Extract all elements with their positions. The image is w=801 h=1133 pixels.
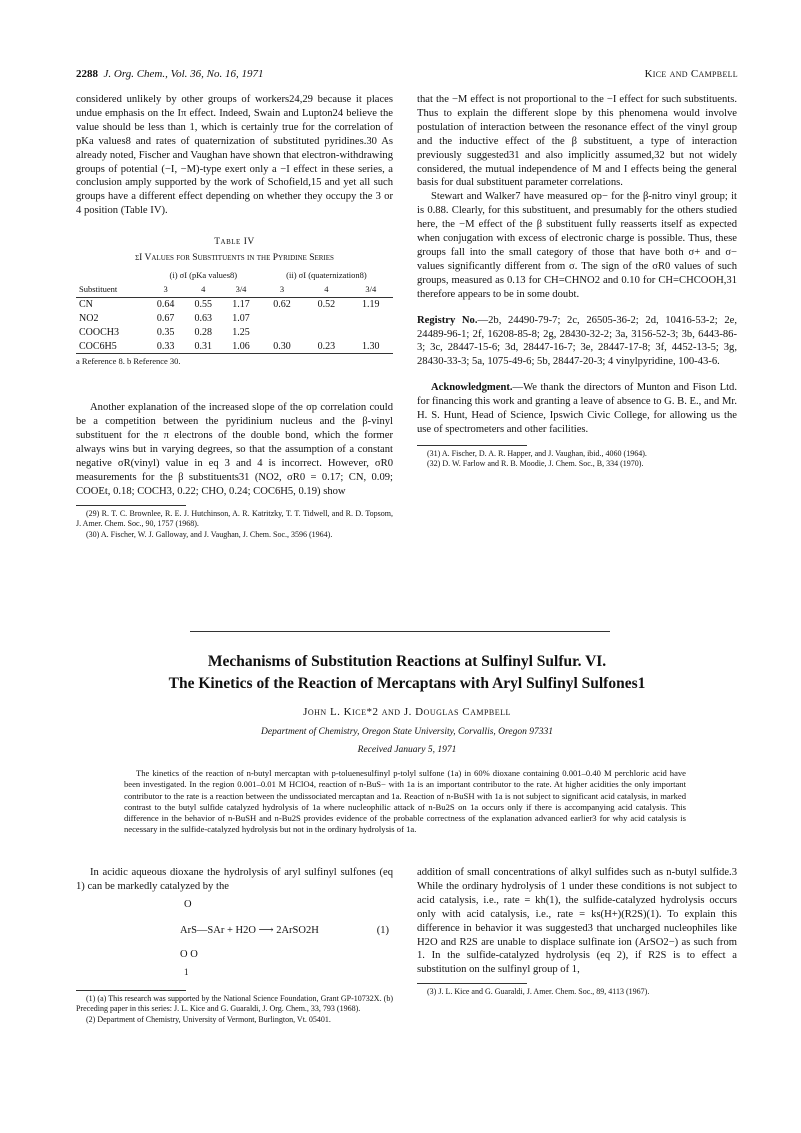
table-row	[76, 297, 393, 311]
table-cell	[349, 312, 393, 326]
equation-number: (1)	[376, 924, 389, 936]
article-title-line-2: The Kinetics of the Reaction of Mercaptans with Aryl Sulfinyl Sulfones1	[168, 675, 646, 692]
table-cell	[304, 312, 348, 326]
running-header	[76, 68, 738, 86]
table-cell: 1.25	[232, 326, 250, 338]
table-cell	[349, 326, 393, 340]
table-subtitle: σI Values for Substituents in the Pyridine Series	[135, 253, 334, 264]
article-divider	[190, 631, 610, 632]
footnotes	[417, 987, 737, 998]
table-row	[76, 326, 393, 340]
table-cell: 0.63	[194, 312, 213, 324]
table-header-cell: Substituent	[76, 283, 147, 297]
table-cell: CN	[79, 298, 93, 310]
table-column-header	[76, 283, 393, 297]
running-title: Kice and Campbell	[644, 68, 738, 80]
page-number: 2288	[76, 68, 98, 80]
article-abstract: The kinetics of the reaction of n-butyl mercaptan with p-toluenesulfinyl p-tolyl sulfone (1a) in 60% dioxane containing 0.001–0.40 M perchloric acid have been investigated. In the region 0.001–0.01 M HClO4, reaction of n-BuS− with 1a is an important contributor to the rate. At higher acidities the only important contributor to the rate is a reaction between the undissociated mercaptan and 1a. Reaction of n-BuSH with 1a is not subject to significant acid catalysis, in marked contrast to the butyl sulfide catalyzed hydrolysis of 1a where nucleophilic attack of n-Bu2S on 1a occurs only if there is accompanying acid catalysis. This difference in the behavior of n-BuSH and n-Bu2S provides evidence of the probable correctness of the explanation advanced earlier3 for why acid catalysis is necessary in the sulfide-catalyzed hydrolysis but not in the ordinary hydrolysis of 1a.	[124, 768, 686, 835]
table-header-cell: 4	[184, 283, 222, 297]
table-group-1: (i) σI (pKa values8)	[169, 269, 238, 280]
table-header-cell: 3	[260, 283, 304, 297]
column-2	[417, 93, 737, 470]
table-cell: 1.06	[222, 340, 260, 354]
footnote: (3) J. L. Kice and G. Guaraldi, J. Amer. Chem. Soc., 89, 4113 (1967).	[427, 987, 650, 997]
table-cell: 0.33	[147, 340, 185, 354]
table-header-cell: 3/4	[222, 283, 260, 297]
column-1	[76, 93, 393, 540]
table-cell: 0.52	[317, 298, 336, 310]
equation-1	[76, 894, 393, 986]
article-received: Received January 5, 1971	[357, 745, 457, 755]
table-cell	[304, 326, 348, 340]
paragraph: addition of small concentrations of alkyl sulfides such as n-butyl sulfide.3 While the ordinary hydrolysis of 1 under these conditions is not subject to acid catalysis, i.e., rate = kh(1), the sulfide-catalyzed hydrolysis occurs only with acid catalysis, i.e., rate = ks(H+)(R2S)(1). To explain this difference in behavior it was suggested3 that uncharged nucleophiles like H2O and R2S are unable to displace sulfinate ion (ArSO2−) as such from 1. In the sulfide-catalyzed hydrolysis (eq 2), if R2S is to effect a substitution on the sulfinyl group of 1,	[417, 867, 737, 976]
footnote-rule	[417, 445, 527, 446]
table-cell	[260, 312, 304, 326]
table-group-header	[76, 269, 393, 283]
table-header-cell: 4	[304, 283, 348, 297]
table-cell	[260, 326, 304, 340]
table-cell: 0.23	[304, 340, 348, 354]
article-title-line-1: Mechanisms of Substitution Reactions at Sulfinyl Sulfur. VI.	[207, 653, 607, 670]
equation-main: ArS—SAr + H2O ⟶ 2ArSO2H	[180, 924, 319, 936]
footnote-rule	[76, 505, 186, 506]
registry-paragraph	[417, 314, 737, 370]
footnote-rule	[76, 990, 186, 991]
footnote: (32) D. W. Farlow and R. B. Moodie, J. Chem. Soc., B, 334 (1970).	[427, 459, 644, 469]
journal-citation: J. Org. Chem., Vol. 36, No. 16, 1971	[103, 68, 264, 80]
table-footnotes: a Reference 8. b Reference 30.	[76, 356, 181, 367]
paragraph: Stewart and Walker7 have measured σp− for the β-nitro vinyl group; it is 0.88. Clearly, for this substituent, and presumably for the others studied here, the −M effect of the β substituent fully reasserts itself as expected when conjugation with excess of electronic charge is possible. Thus, these groups fall into the small category of those that have both σ+ and σ− values significantly different from σ. The sign of the σR0 values of such groups, measured as 0.13 for CH=CHNO2 and 0.10 for CH=CHCOOH,31 therefore appears to be in some doubt.	[417, 191, 737, 300]
table-cell: 0.28	[194, 326, 213, 338]
table-cell: 0.64	[156, 298, 175, 310]
table-title: Table IV	[214, 237, 255, 248]
table-cell: 1.30	[349, 340, 393, 354]
footnote: (31) A. Fischer, D. A. R. Happer, and J. Vaughan, ibid., 4060 (1964).	[427, 448, 647, 458]
table-cell: 0.31	[184, 340, 222, 354]
table-cell: 0.35	[156, 326, 175, 338]
table-header-cell: 3/4	[349, 283, 393, 297]
table-cell: 0.67	[156, 312, 175, 324]
table-cell: 0.30	[260, 340, 304, 354]
footnotes	[76, 509, 393, 541]
paragraph: In acidic aqueous dioxane the hydrolysis of aryl sulfinyl sulfones (eq 1) can be markedly catalyzed by the	[76, 867, 393, 892]
table-row	[76, 340, 393, 354]
footnote: (30) A. Fischer, W. J. Galloway, and J. Vaughan, J. Chem. Soc., 3596 (1964).	[86, 529, 333, 539]
table-iv	[76, 269, 393, 354]
table-group-2: (ii) σI (quaternization8)	[286, 269, 367, 280]
ack-label: Acknowledgment.	[431, 382, 513, 394]
footnote: (29) R. T. C. Brownlee, R. E. J. Hutchinson, A. R. Katritzky, T. T. Tidwell, and R. D. Topsom, J. Amer. Chem. Soc., 90, 1757 (1968).	[76, 508, 393, 529]
table-cell: NO2	[79, 312, 99, 324]
paragraph: Another explanation of the increased slope of the σp correlation could be a competition between the pyridinium nucleus and the β-vinyl substituent for the π electrons of the double bond, which the former always wins but in varying degrees, so that the assumption of a constant negative σR(vinyl) value in eq 3 and 4 is incorrect. However, σR0 measurements for the β substituents31 (NO2, σR0 = 0.17; CN, 0.09; COOEt, 0.18; COCH3, 0.22; CHO, 0.24; COC6H5, 0.19) show	[76, 402, 393, 497]
table-row	[76, 312, 393, 326]
article-authors: John L. Kice*2 and J. Douglas Campbell	[303, 706, 511, 718]
acknowledgment	[417, 381, 737, 437]
ack-text: —We thank the directors of Munton and Fison Ltd. for financing this work and granting a leave of absence to G. B. E., and Mr. H. S. Hunt, Head of Science, Ipswich Civic College, for allowing us the use of spectrometers and other facilities.	[417, 382, 737, 435]
table-cell: COC6H5	[76, 340, 147, 354]
paragraph: considered unlikely by other groups of workers24,29 because it places undue emphasis on the Iπ effect. Indeed, Swain and Lupton24 believe the value should be less than 1, which is certainly true for the correlation of pKa values8 and rates of quaternization of substituted pyridines.30 As already noted, Fischer and Vaughan have shown that electron-withdrawing groups of potential (−I, −M)-type exert only a −I effect in these series, a conclusion amply supported by the work of Schofield,15 and yet all such groups have a different effect depending on whether they occupy the 3 or 4 position (Table IV).	[76, 94, 393, 217]
footnote-rule	[417, 983, 527, 984]
header-left	[76, 68, 264, 80]
table-cell: 0.62	[273, 298, 291, 310]
table-cell: 0.55	[194, 298, 213, 310]
table-cell: COOCH3	[79, 326, 120, 338]
article-department: Department of Chemistry, Oregon State University, Corvallis, Oregon 97331	[261, 727, 553, 737]
table-header-cell: 3	[147, 283, 185, 297]
column-4	[417, 866, 737, 998]
equation-top-oxygen: O	[184, 898, 192, 910]
registry-label: Registry No.	[417, 314, 478, 326]
table-cell: 1.17	[232, 298, 250, 310]
table-cell: 1.07	[232, 312, 250, 324]
registry-text: —2b, 24490-79-7; 2c, 26505-36-2; 2d, 10416-53-2; 2e, 24489-96-1; 2f, 16208-85-8; 2g, 28430-32-2; 3a, 3156-52-3; 3b, 6443-86-3; 3c, 28447-15-6; 3d, 28447-16-7; 3e, 28447-17-8; 3f, 4452-13-5; 3g, 28430-33-3; 5a, 1075-49-6; 5b, 28447-20-3; 4 vinylpyridine, 100-43-6.	[417, 314, 737, 368]
paragraph: that the −M effect is not proportional to the −I effect for such substituents. Thus to explain the different slope by this phenomena would involve postulation of interaction between the resonance effect of the vinyl group and the inductive effect of the β substituent, a type of interaction previously suggested31 and also implicitly assumed,32 but not widely considered, the mutual independence of M and I effects being the general basis for dual substituent parameter correlations.	[417, 94, 737, 189]
footnote: (2) Department of Chemistry, University of Vermont, Burlington, Vt. 05401.	[86, 1015, 331, 1024]
column-3	[76, 866, 393, 1026]
equation-bottom-oxygens: O O	[180, 948, 198, 960]
footnotes	[76, 994, 393, 1026]
footnote: (1) (a) This research was supported by the National Science Foundation, Grant GP-10732X. (b) Preceding paper in this series: J. L. Kice and G. Guaraldi, J. Org. Chem., 33, 793 (1968).	[76, 993, 393, 1014]
footnotes	[417, 449, 737, 470]
table-cell: 1.19	[362, 298, 380, 310]
equation-compound-label: 1	[184, 966, 189, 977]
